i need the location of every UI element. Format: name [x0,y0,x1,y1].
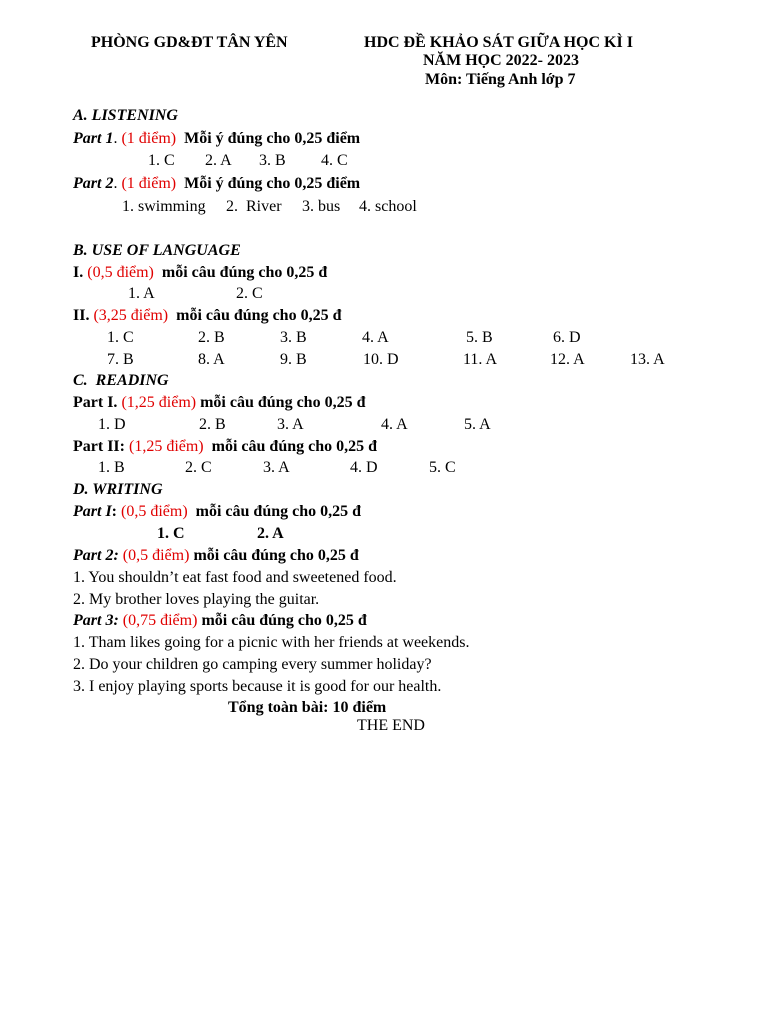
answer-item: 2. River [226,198,282,215]
part-note: mỗi câu đúng cho 0,25 đ [193,547,359,564]
answer-item: 11. A [463,351,498,368]
answer-item: 2. A [205,152,232,169]
part-note: Mỗi ý đúng cho 0,25 điểm [184,175,361,192]
part-points: (0,75 điểm) [122,612,198,629]
answer-item: 3. A [263,459,290,476]
answer-item: 13. A [630,351,665,368]
part-note: mỗi câu đúng cho 0,25 đ [195,503,362,520]
part-separator: . [113,175,118,192]
answer-item: 4. C [321,152,348,169]
answer-item: 4. A [362,329,389,346]
section-title-use-of-language: B. USE OF LANGUAGE [73,242,241,259]
section-title-listening: A. LISTENING [73,107,178,124]
part-note: Mỗi ý đúng cho 0,25 điểm [184,130,361,147]
answer-item: 3. B [280,329,307,346]
answer-item: 4. A [381,416,408,433]
school-name: PHÒNG GD&ĐT TÂN YÊN [91,34,288,51]
part-label: Part 2 [73,175,114,192]
part-points: (1,25 điểm) [121,394,197,411]
part-label: Part I. [73,394,118,411]
part-label: Part I [73,503,112,520]
part-points: (0,5 điểm) [87,264,154,281]
part-label: I. [73,264,84,281]
total-score: Tổng toàn bài: 10 điểm [228,699,387,716]
part-label: Part II: [73,438,125,455]
answer-item: 1. D [98,416,126,433]
answer-item: 5. C [429,459,456,476]
part-points: (1,25 điểm) [128,438,204,455]
part-label: II. [73,307,90,324]
reading-part2-heading [73,438,377,456]
listening-part2-heading [73,175,360,193]
section-title-writing: D. WRITING [73,481,163,498]
answer-item: 10. D [363,351,399,368]
part-points: (1 điểm) [121,130,177,147]
language-part1-heading [73,264,327,282]
answer-item: 1. C [148,152,175,169]
part-note: mỗi câu đúng cho 0,25 đ [211,438,378,455]
school-year: NĂM HỌC 2022- 2023 [423,52,579,69]
answer-item: 7. B [107,351,134,368]
answer-item: 5. A [464,416,491,433]
part-note: mỗi câu đúng cho 0,25 đ [200,394,366,411]
part-label: Part 1 [73,130,114,147]
the-end: THE END [357,717,425,734]
document-title: HDC ĐỀ KHẢO SÁT GIỮA HỌC KÌ I [364,34,633,51]
language-part2-heading [73,307,341,325]
part-label: Part 2: [73,547,119,564]
section-title-reading: C. READING [73,372,169,389]
answer-item: 5. B [466,329,493,346]
answer-item: 9. B [280,351,307,368]
writing-sentence: 1. Tham likes going for a picnic with her friends at weekends. [73,634,470,651]
answer-item: 6. D [553,329,581,346]
answer-item: 8. A [198,351,225,368]
part-separator: . [113,130,118,147]
writing-part3-heading [73,612,367,630]
answer-item: 2. C [185,459,212,476]
writing-sentence: 2. My brother loves playing the guitar. [73,591,320,608]
reading-part1-heading [73,394,365,412]
part-points: (0,5 điểm) [122,547,190,564]
answer-item: 3. A [277,416,304,433]
answer-item: 4. D [350,459,378,476]
answer-item: 3. bus [302,198,341,215]
answer-item: 2. A [257,525,284,542]
part-points: (3,25 điểm) [93,307,169,324]
answer-item: 1. A [128,285,155,302]
answer-item: 4. school [359,198,417,215]
writing-sentence: 2. Do your children go camping every summer holiday? [73,656,432,673]
answer-item: 12. A [550,351,585,368]
writing-sentence: 3. I enjoy playing sports because it is good for our health. [73,678,442,695]
writing-part2-heading [73,547,359,565]
writing-sentence: 1. You shouldn’t eat fast food and sweetened food. [73,569,397,586]
answer-item: 3. B [259,152,286,169]
part-points: (1 điểm) [121,175,177,192]
part-note: mỗi câu đúng cho 0,25 đ [176,307,342,324]
answer-item: 1. C [107,329,134,346]
answer-item: 2. B [199,416,226,433]
answer-item: 1. swimming [122,198,206,215]
part-note: mỗi câu đúng cho 0,25 đ [201,612,367,629]
writing-part1-heading [73,503,361,521]
answer-item: 2. C [236,285,263,302]
part-separator: : [111,503,117,520]
subject: Môn: Tiếng Anh lớp 7 [425,71,576,88]
answer-item: 1. B [98,459,125,476]
part-note: mỗi câu đúng cho 0,25 đ [161,264,328,281]
listening-part1-heading [73,130,360,148]
answer-item: 2. B [198,329,225,346]
part-label: Part 3: [73,612,119,629]
part-points: (0,5 điểm) [121,503,188,520]
answer-item: 1. C [157,525,185,542]
